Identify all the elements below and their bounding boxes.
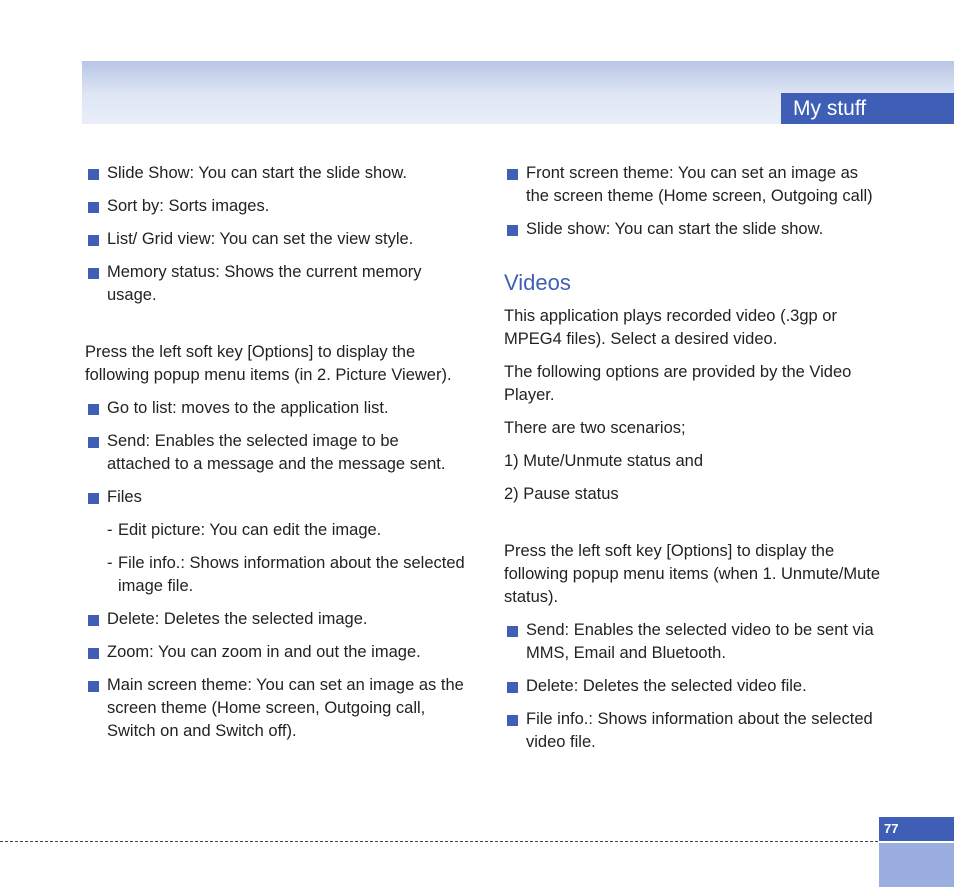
page-number: 77 bbox=[879, 817, 954, 841]
bullet-item: Slide Show: You can start the slide show. bbox=[85, 162, 465, 185]
footer-dashed-divider bbox=[0, 841, 878, 842]
dash-marker: - bbox=[107, 554, 113, 572]
spacer bbox=[85, 317, 465, 341]
sub-item-text: File info.: Shows information about the selected image file. bbox=[118, 554, 465, 595]
bullet-item: Memory status: Shows the current memory usage. bbox=[85, 261, 465, 307]
sub-item-text: Edit picture: You can edit the image. bbox=[118, 521, 382, 539]
bullet-item: Slide show: You can start the slide show. bbox=[504, 218, 884, 241]
paragraph: 1) Mute/Unmute status and bbox=[504, 452, 704, 470]
bullet-item: Go to list: moves to the application list. bbox=[85, 397, 465, 420]
bullet-item: Zoom: You can zoom in and out the image. bbox=[85, 641, 465, 664]
bullet-item: File info.: Shows information about the selected video file. bbox=[504, 708, 884, 754]
section-heading-videos: Videos bbox=[504, 270, 571, 295]
paragraph: 2) Pause status bbox=[504, 485, 619, 503]
left-column bbox=[85, 162, 465, 753]
paragraph: Press the left soft key [Options] to display the following popup menu items (in 2. Picture Viewer). bbox=[85, 343, 452, 384]
bullet-item: Send: Enables the selected image to be attached to a message and the message sent. bbox=[85, 430, 465, 476]
page-tab-decoration bbox=[879, 843, 954, 887]
spacer bbox=[504, 516, 884, 540]
bullet-item: Delete: Deletes the selected image. bbox=[85, 608, 465, 631]
bullet-item: Delete: Deletes the selected video file. bbox=[504, 675, 884, 698]
bullet-item: List/ Grid view: You can set the view style. bbox=[85, 228, 465, 251]
bullet-item: Front screen theme: You can set an image as the screen theme (Home screen, Outgoing call) bbox=[504, 162, 884, 208]
dash-marker: - bbox=[107, 521, 113, 539]
bullet-item: Send: Enables the selected video to be sent via MMS, Email and Bluetooth. bbox=[504, 619, 884, 665]
paragraph: There are two scenarios; bbox=[504, 419, 686, 437]
section-title: My stuff bbox=[781, 93, 954, 124]
sub-item bbox=[85, 552, 465, 598]
bullet-item: Main screen theme: You can set an image as the screen theme (Home screen, Outgoing call, Switch on and Switch off). bbox=[85, 674, 465, 743]
sub-item bbox=[85, 519, 465, 542]
spacer bbox=[504, 251, 884, 269]
paragraph: The following options are provided by the Video Player. bbox=[504, 363, 852, 404]
paragraph: Press the left soft key [Options] to display the following popup menu items (when 1. Unmute/Mute status). bbox=[504, 542, 881, 606]
right-column bbox=[504, 162, 884, 764]
bullet-item: Files bbox=[85, 486, 465, 509]
paragraph: This application plays recorded video (.3gp or MPEG4 files). Select a desired video. bbox=[504, 307, 837, 348]
bullet-item: Sort by: Sorts images. bbox=[85, 195, 465, 218]
